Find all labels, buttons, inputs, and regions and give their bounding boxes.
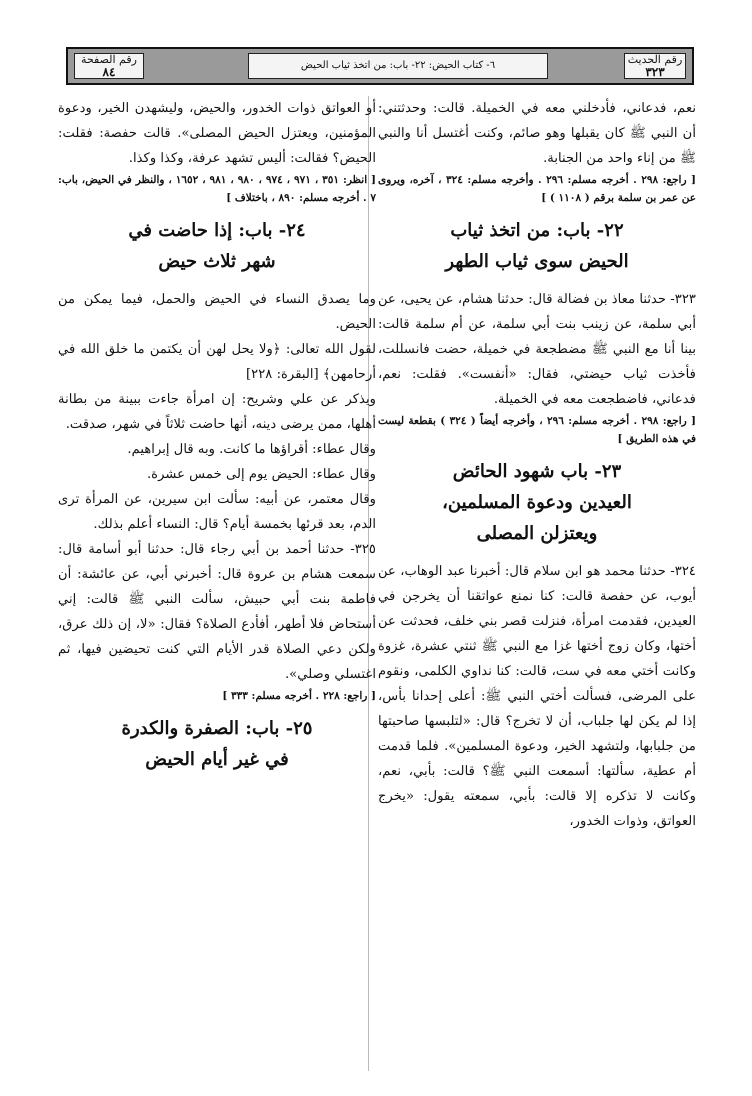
reference-note: [ راجع: ٢٩٨ . أخرجه مسلم: ٢٩٦ ، وأخرجه أيضاً ( ٣٢٤ ) بقطعة ليست في هذه الطريق ] — [378, 415, 696, 445]
hadith-324-continuation: أو العواتق ذوات الخدور، والحيض، وليشهدن الخير، ودعوة المؤمنين، ويعتزل الحيض المصلى». قالت حفصة: فقلت: الحيض؟ فقالت: أليس تشهد عرفة، وكذا وكذا. — [58, 101, 376, 166]
left-column — [58, 96, 376, 1071]
chapter-heading-22 — [378, 215, 696, 277]
quran-quote: لقول الله تعالى: ﴿ولا يحل لهن أن يكتمن ما خلق الله في أرحامهن﴾ [البقرة: ٢٢٨] — [58, 342, 376, 382]
paragraph: وقال عطاء: أقراؤها ما كانت. وبه قال إبراهيم. — [127, 442, 376, 457]
page-number-label: رقم الصفحة — [81, 53, 137, 66]
heading-line: ٢٤- باب: إذا حاضت في — [128, 220, 306, 241]
heading-line: في غير أيام الحيض — [145, 749, 289, 770]
hadith-number-box — [624, 53, 686, 79]
heading-line: ويعتزلن المصلى — [476, 523, 598, 544]
chapter-title: ٦- كتاب الحيض: ٢٢- باب: من اتخذ ثياب الحيض — [248, 53, 548, 79]
heading-line: العيدين ودعوة المسلمين، — [442, 492, 632, 513]
paragraph-continuation: نعم، فدعاني، فأدخلني معه في الخميلة. قالت: وحدثتني: أن النبي ﷺ كان يقبلها وهو صائم، وكنت أغتسل أنا والنبي ﷺ من إناء واحد من الجنابة. — [378, 101, 696, 166]
page-number: ٨٤ — [102, 65, 116, 79]
paragraph: وقال عطاء: الحيض يوم إلى خمس عشرة. — [146, 467, 376, 482]
hadith-323: ٣٢٣- حدثنا معاذ بن فضالة قال: حدثنا هشام، عن يحيى، عن أبي سلمة، عن زينب بنت أبي سلمة، عن أم سلمة قالت: بينا أنا مع النبي ﷺ مضطجعة في خميلة، حضت فانسللت، فأخذت ثياب حيضتي، فقال: «أنفست». فقلت: نعم، فدعاني، فاضطجعت معه في الخميلة. — [378, 292, 696, 407]
chapter-heading-25 — [58, 713, 376, 775]
page-number-box — [74, 53, 144, 79]
chapter-heading-23 — [378, 456, 696, 549]
hadith-number-label: رقم الحديث — [627, 53, 683, 66]
paragraph: وقال معتمر، عن أبيه: سألت ابن سيرين، عن المرأة ترى الدم، بعد قرئها بخمسة أيام؟ قال: النساء أعلم بذلك. — [58, 492, 376, 532]
reference-note: [ انظر: ٣٥١ ، ٩٧١ ، ٩٧٤ ، ٩٨٠ ، ٩٨١ ، ١٦٥٢ ، والنظر في الحيض، باب: ٧ . أخرجه مسلم: ٨٩٠ ، باختلاف ] — [58, 174, 376, 204]
reference-note: [ راجع: ٢٩٨ . أخرجه مسلم: ٢٩٦ . وأخرجه مسلم: ٣٢٤ ، آخره، ويروى عن عمر بن سلمة برقم ( ١١٠٨ ) ] — [378, 174, 696, 204]
reference-note: [ راجع: ٢٢٨ . أخرجه مسلم: ٣٣٣ ] — [222, 690, 376, 702]
heading-line: الحيض سوى ثياب الطهر — [445, 251, 629, 272]
hadith-number: ٣٢٣ — [645, 65, 665, 79]
heading-line: ٢٢- باب: من اتخذ ثياب — [450, 220, 624, 241]
paragraph: ويذكر عن علي وشريح: إن امرأة جاءت ببينة من بطانة أهلها، ممن يرضى دينه، أنها حاضت ثلاثاً في شهر، صدقت. — [58, 392, 376, 432]
heading-line: شهر ثلاث حيض — [158, 251, 276, 272]
hadith-324: ٣٢٤- حدثنا محمد هو ابن سلام قال: أخبرنا عبد الوهاب، عن أيوب، عن حفصة قالت: كنا نمنع عواتقنا أن يخرجن في العيدين، فقدمت امرأة، فنزلت قصر بني خلف، فحدثت عن أختها، وكان زوج أختها غزا مع النبي ﷺ ثنتي عشرة، غزوة وكانت أختي معه في ست، قالت: كنا نداوي الكلمى، ونقوم على المرضى، فسألت أختي النبي ﷺ: أعلى إحدانا بأس، إذا لم يكن لها جلباب، أن لا تخرج؟ قال: «لتلبسها صاحبتها من جلبابها، ولتشهد الخير، ودعوة المسلمين». فلما قدمت أم عطية، سألتها: أسمعت النبي ﷺ؟ قالت: بأبي، نعم، وكانت لا تذكره إلا قالت: بأبي، سمعته يقول: «يخرج العواتق، وذوات الخدور، — [378, 564, 696, 829]
chapter-heading-24 — [58, 215, 376, 277]
page-header — [66, 47, 694, 85]
right-column — [378, 96, 696, 1071]
heading-line: ٢٥- باب: الصفرة والكدرة — [121, 718, 313, 739]
paragraph: وما يصدق النساء في الحيض والحمل، فيما يمكن من الحيض. — [58, 292, 376, 332]
heading-line: ٢٣- باب شهود الحائض — [452, 461, 622, 482]
hadith-325: ٣٢٥- حدثنا أحمد بن أبي رجاء قال: حدثنا أبو أسامة قال: سمعت هشام بن عروة قال: أخبرني أبي، عن عائشة: أن فاطمة بنت أبي حبيش، سألت النبي ﷺ قالت: إني أستحاض فلا أطهر، أفأدع الصلاة؟ فقال: «لا، إن ذلك عرق، ولكن دعي الصلاة قدر الأيام التي كنت تحيضين فيها، ثم اغتسلي وصلي». — [58, 542, 376, 682]
